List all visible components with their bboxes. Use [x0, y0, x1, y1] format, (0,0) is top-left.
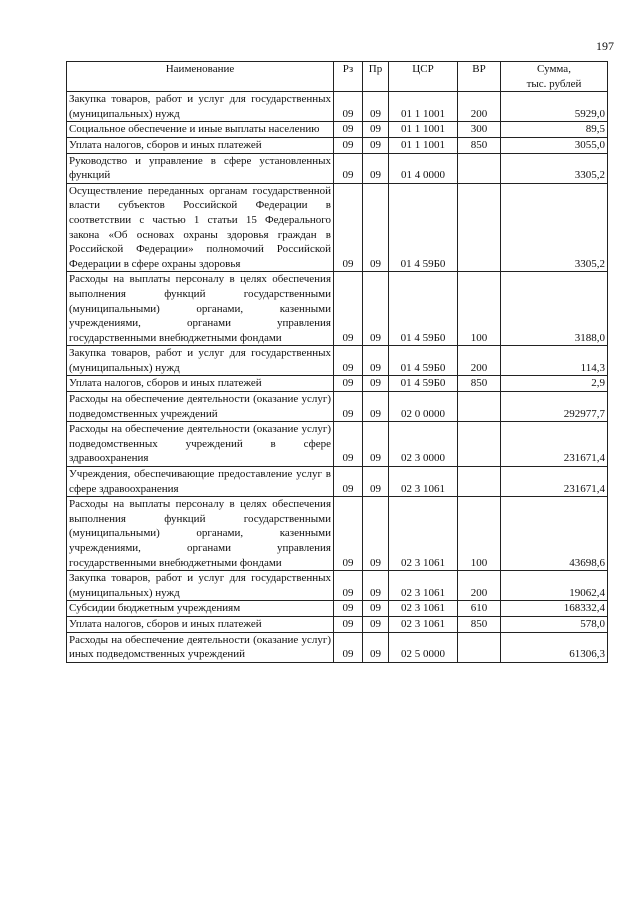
cell-pr: 09: [363, 601, 389, 617]
cell-pr: 09: [363, 346, 389, 376]
cell-pr: 09: [363, 183, 389, 272]
cell-rz: 09: [334, 467, 363, 497]
cell-sum: 114,3: [501, 346, 608, 376]
cell-csr: 01 4 59Б0: [389, 272, 458, 346]
cell-sum: 89,5: [501, 122, 608, 138]
cell-name: Субсидии бюджетным учреждениям: [67, 601, 334, 617]
table-row: [67, 183, 608, 272]
cell-csr: 02 3 0000: [389, 422, 458, 467]
cell-sum: 3305,2: [501, 153, 608, 183]
cell-sum: 2,9: [501, 376, 608, 392]
cell-sum: 19062,4: [501, 571, 608, 601]
cell-sum: 578,0: [501, 616, 608, 632]
cell-pr: 09: [363, 392, 389, 422]
table-row: [67, 422, 608, 467]
cell-pr: 09: [363, 137, 389, 153]
cell-rz: 09: [334, 376, 363, 392]
cell-csr: 02 0 0000: [389, 392, 458, 422]
table-row: [67, 346, 608, 376]
cell-sum: 231671,4: [501, 422, 608, 467]
cell-name: Осуществление переданных органам государственной власти субъектов Российской Федерации в соответствии с частью 1 статьи 15 Федерального закона «Об основах охраны здоровья граждан в Российской Федерации» полномочий Российской Федерации в сфере охраны здоровья: [67, 183, 334, 272]
cell-sum: 231671,4: [501, 467, 608, 497]
cell-pr: 09: [363, 376, 389, 392]
cell-vr: 100: [458, 497, 501, 571]
cell-rz: 09: [334, 422, 363, 467]
cell-vr: 300: [458, 122, 501, 138]
cell-pr: 09: [363, 571, 389, 601]
cell-vr: [458, 467, 501, 497]
cell-vr: 200: [458, 571, 501, 601]
cell-vr: [458, 632, 501, 662]
table-row: [67, 601, 608, 617]
table-row: [67, 376, 608, 392]
cell-vr: 610: [458, 601, 501, 617]
cell-name: Расходы на обеспечение деятельности (оказание услуг) иных подведомственных учреждений: [67, 632, 334, 662]
cell-name: Социальное обеспечение и иные выплаты населению: [67, 122, 334, 138]
table-row: [67, 137, 608, 153]
cell-name: Руководство и управление в сфере установленных функций: [67, 153, 334, 183]
cell-name: Закупка товаров, работ и услуг для государственных (муниципальных) нужд: [67, 346, 334, 376]
cell-csr: 02 5 0000: [389, 632, 458, 662]
cell-csr: 01 4 59Б0: [389, 346, 458, 376]
cell-rz: 09: [334, 346, 363, 376]
table-row: [67, 392, 608, 422]
cell-vr: 850: [458, 616, 501, 632]
cell-csr: 01 4 59Б0: [389, 376, 458, 392]
cell-csr: 01 1 1001: [389, 92, 458, 122]
header-pr: Пр: [363, 62, 389, 92]
header-sum-line2: тыс. рублей: [526, 77, 582, 90]
cell-rz: 09: [334, 392, 363, 422]
cell-name: Расходы на выплаты персоналу в целях обеспечения выполнения функций государственными (муниципальными) органами, казенными учреждениями, органами управления государственными внебюджетными фондами: [67, 497, 334, 571]
table-row: [67, 92, 608, 122]
cell-csr: 01 4 59Б0: [389, 183, 458, 272]
cell-vr: 850: [458, 376, 501, 392]
cell-vr: [458, 153, 501, 183]
cell-vr: 200: [458, 346, 501, 376]
cell-csr: 01 4 0000: [389, 153, 458, 183]
header-name: Наименование: [67, 62, 334, 92]
budget-table: [66, 61, 608, 663]
cell-vr: [458, 392, 501, 422]
cell-csr: 02 3 1061: [389, 616, 458, 632]
cell-pr: 09: [363, 497, 389, 571]
cell-vr: [458, 183, 501, 272]
cell-pr: 09: [363, 616, 389, 632]
cell-sum: 168332,4: [501, 601, 608, 617]
cell-name: Расходы на обеспечение деятельности (оказание услуг) подведомственных учреждений в сфере здравоохранения: [67, 422, 334, 467]
cell-name: Уплата налогов, сборов и иных платежей: [67, 137, 334, 153]
cell-name: Уплата налогов, сборов и иных платежей: [67, 616, 334, 632]
header-vr: ВР: [458, 62, 501, 92]
cell-csr: 02 3 1061: [389, 571, 458, 601]
table-row: [67, 467, 608, 497]
cell-pr: 09: [363, 467, 389, 497]
cell-csr: 02 3 1061: [389, 467, 458, 497]
cell-sum: 3188,0: [501, 272, 608, 346]
table-row: [67, 497, 608, 571]
cell-pr: 09: [363, 422, 389, 467]
table-row: [67, 632, 608, 662]
cell-sum: 43698,6: [501, 497, 608, 571]
table-row: [67, 571, 608, 601]
cell-sum: 292977,7: [501, 392, 608, 422]
cell-pr: 09: [363, 272, 389, 346]
cell-csr: 02 3 1061: [389, 601, 458, 617]
table-row: [67, 122, 608, 138]
cell-csr: 01 1 1001: [389, 137, 458, 153]
cell-pr: 09: [363, 122, 389, 138]
cell-sum: 61306,3: [501, 632, 608, 662]
cell-sum: 3055,0: [501, 137, 608, 153]
cell-rz: 09: [334, 632, 363, 662]
table-row: [67, 616, 608, 632]
cell-pr: 09: [363, 92, 389, 122]
cell-vr: [458, 422, 501, 467]
cell-vr: 100: [458, 272, 501, 346]
cell-rz: 09: [334, 137, 363, 153]
cell-name: Расходы на выплаты персоналу в целях обеспечения выполнения функций государственными (муниципальными) органами, казенными учреждениями, органами управления государственными внебюджетными фондами: [67, 272, 334, 346]
header-sum-line1: Сумма,: [537, 63, 571, 75]
page-number: 197: [596, 39, 614, 53]
table-row: [67, 153, 608, 183]
cell-rz: 09: [334, 183, 363, 272]
cell-rz: 09: [334, 571, 363, 601]
cell-rz: 09: [334, 153, 363, 183]
header-sum: [501, 62, 608, 92]
cell-vr: 850: [458, 137, 501, 153]
cell-name: Закупка товаров, работ и услуг для государственных (муниципальных) нужд: [67, 92, 334, 122]
cell-name: Закупка товаров, работ и услуг для государственных (муниципальных) нужд: [67, 571, 334, 601]
cell-name: Учреждения, обеспечивающие предоставление услуг в сфере здравоохранения: [67, 467, 334, 497]
cell-rz: 09: [334, 122, 363, 138]
cell-name: Расходы на обеспечение деятельности (оказание услуг) подведомственных учреждений: [67, 392, 334, 422]
header-rz: Рз: [334, 62, 363, 92]
cell-rz: 09: [334, 601, 363, 617]
table-row: [67, 272, 608, 346]
cell-rz: 09: [334, 92, 363, 122]
header-csr: ЦСР: [389, 62, 458, 92]
cell-rz: 09: [334, 497, 363, 571]
cell-pr: 09: [363, 153, 389, 183]
cell-pr: 09: [363, 632, 389, 662]
cell-sum: 3305,2: [501, 183, 608, 272]
cell-vr: 200: [458, 92, 501, 122]
cell-csr: 02 3 1061: [389, 497, 458, 571]
cell-rz: 09: [334, 272, 363, 346]
cell-name: Уплата налогов, сборов и иных платежей: [67, 376, 334, 392]
cell-csr: 01 1 1001: [389, 122, 458, 138]
table-header-row: [67, 62, 608, 92]
cell-rz: 09: [334, 616, 363, 632]
cell-sum: 5929,0: [501, 92, 608, 122]
